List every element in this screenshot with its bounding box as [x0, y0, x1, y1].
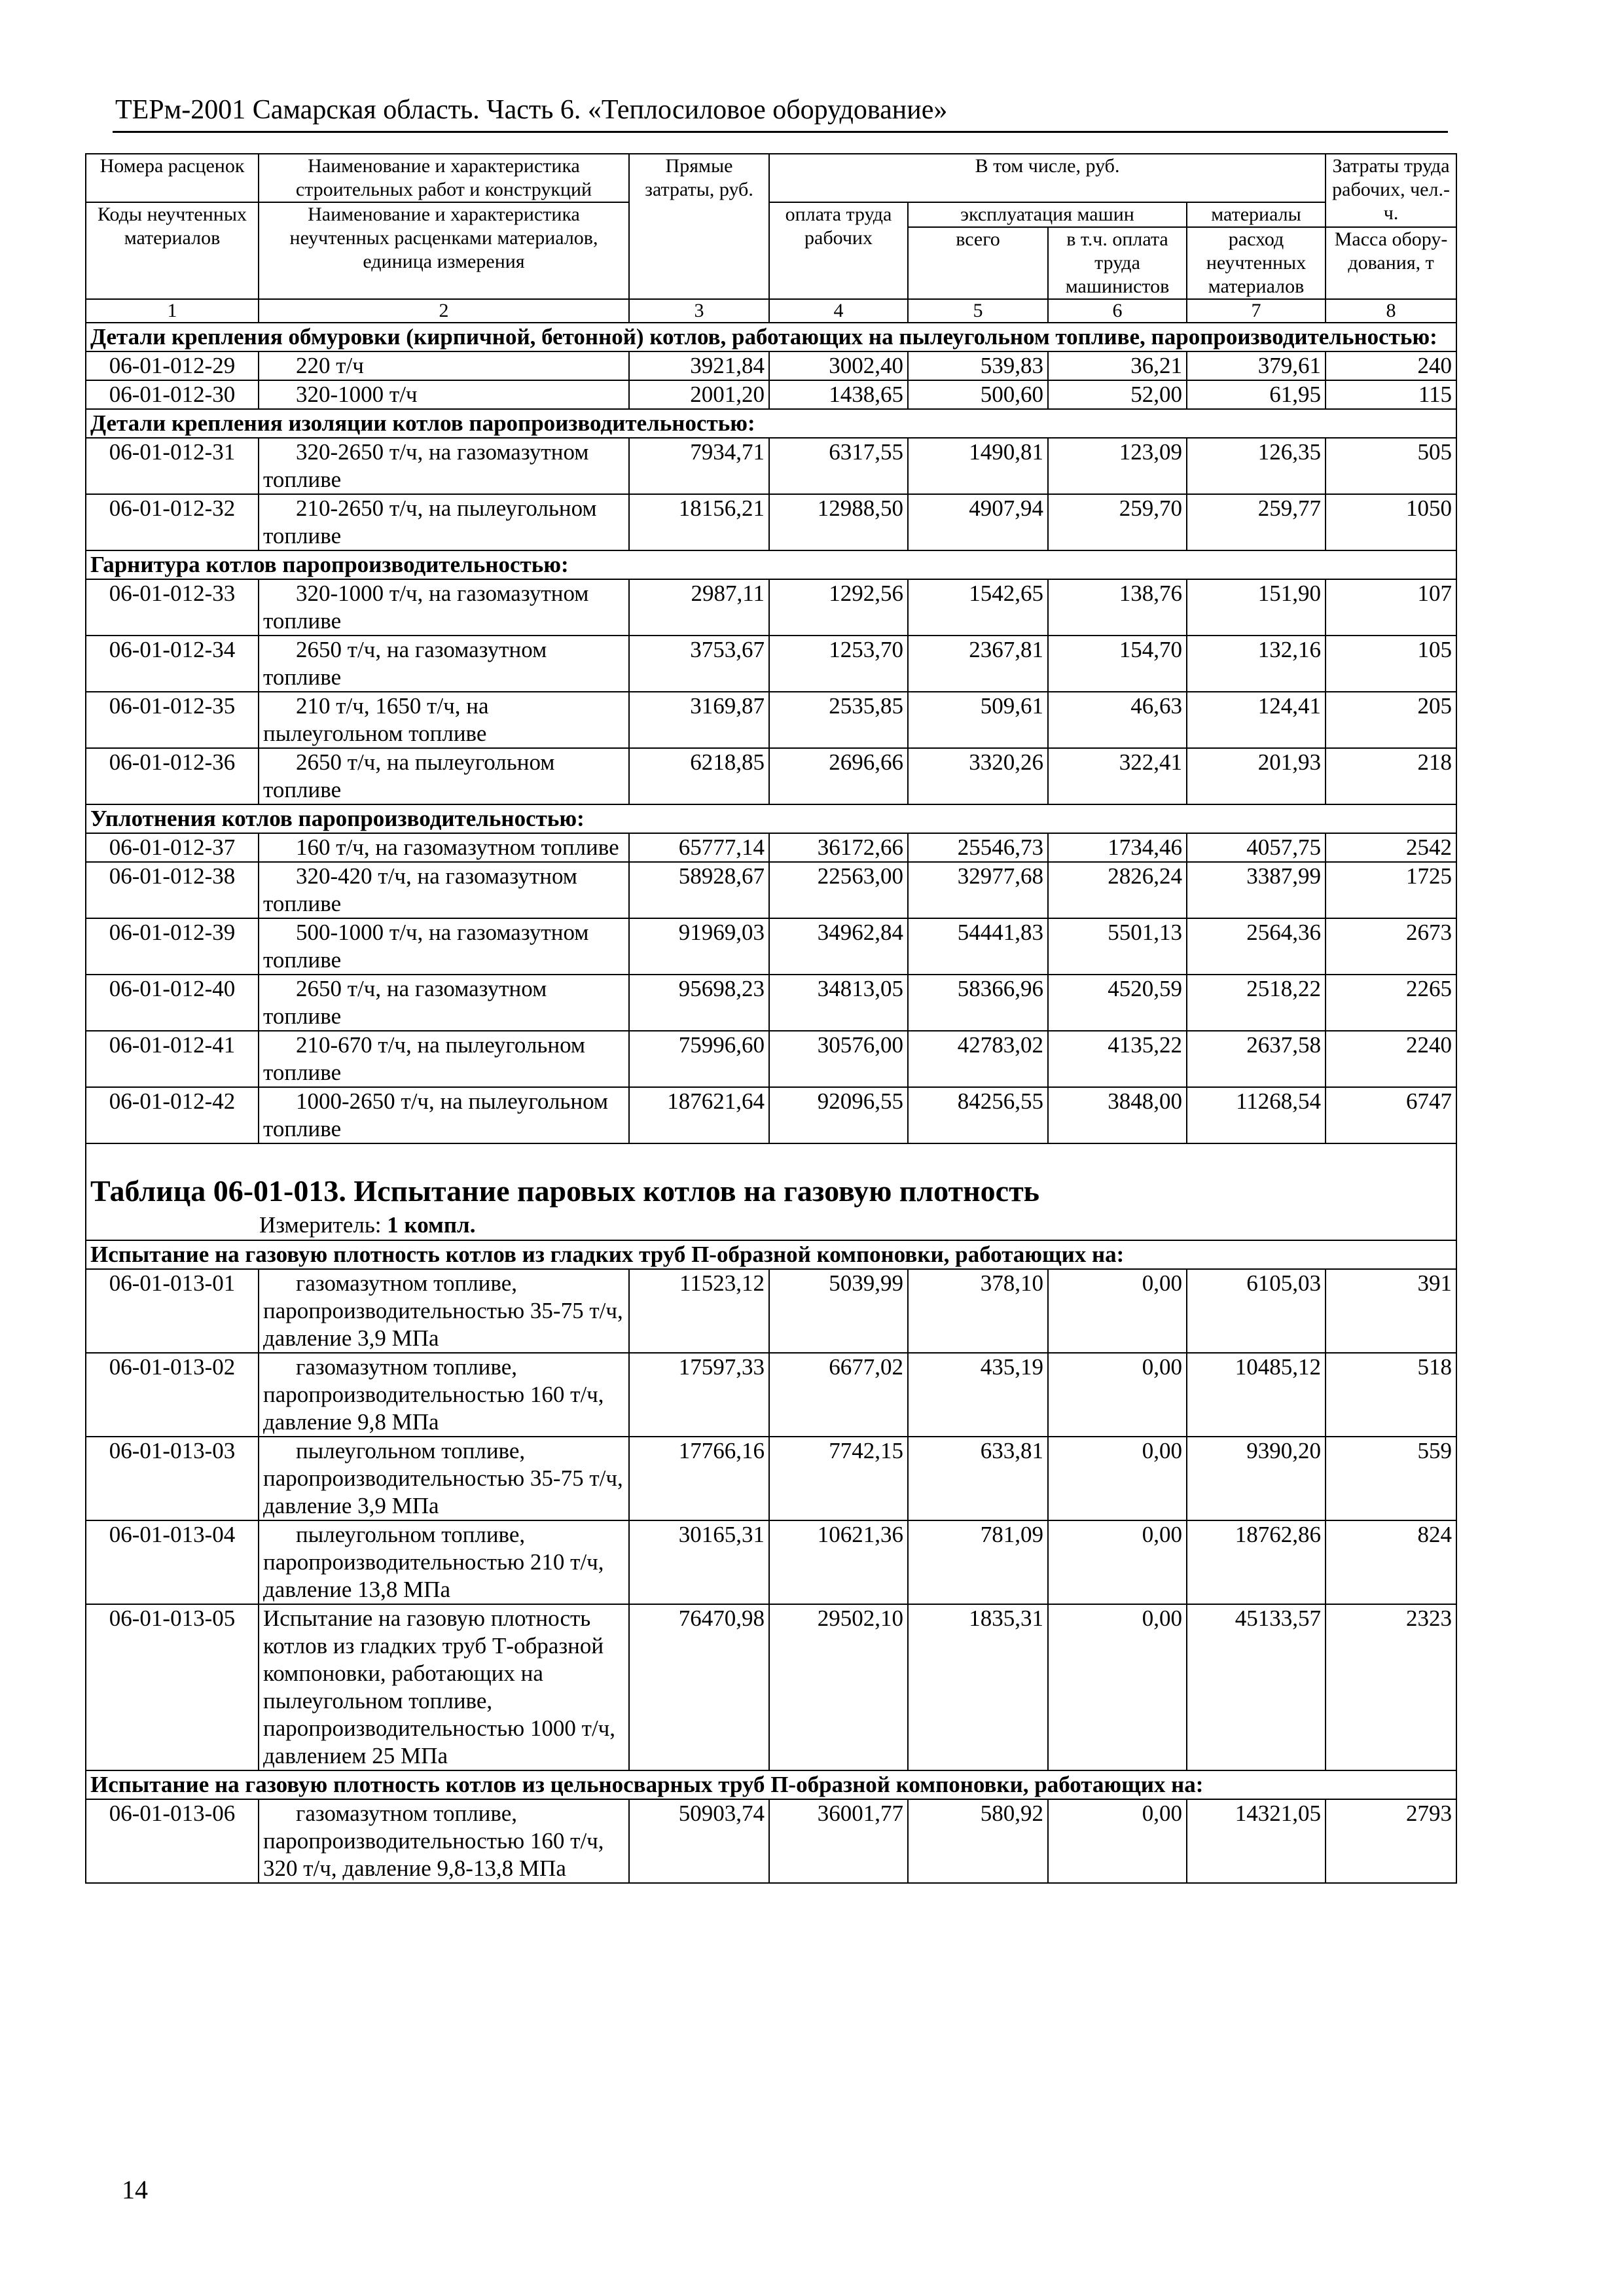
- operator-cost: 5501,13: [1048, 918, 1187, 975]
- table-row: [86, 636, 1456, 692]
- machine-cost: 633,81: [908, 1437, 1048, 1520]
- labor-hours: 105: [1326, 636, 1456, 692]
- table-row: [86, 833, 1456, 862]
- table-row: [86, 579, 1456, 636]
- rate-code: 06-01-012-42: [86, 1087, 259, 1143]
- labor-hours: 559: [1326, 1437, 1456, 1520]
- rate-name: газомазутном топливе, паропроизводительностью 160 т/ч, 320 т/ч, давление 9,8-13,8 МПа: [259, 1799, 629, 1883]
- direct-cost: 76470,98: [629, 1604, 769, 1770]
- materials-cost: 2564,36: [1187, 918, 1326, 975]
- operator-cost: 0,00: [1048, 1604, 1187, 1770]
- operator-cost: 4520,59: [1048, 975, 1187, 1031]
- materials-cost: 126,35: [1187, 438, 1326, 494]
- rate-code: 06-01-013-06: [86, 1799, 259, 1883]
- direct-cost: 75996,60: [629, 1031, 769, 1087]
- table-title-cell: [86, 1165, 1456, 1240]
- labor-hours: 2673: [1326, 918, 1456, 975]
- labor-cost: 92096,55: [769, 1087, 908, 1143]
- machine-cost: 25546,73: [908, 833, 1048, 862]
- table-gap: [86, 1143, 1456, 1165]
- table-row: [86, 1604, 1456, 1770]
- labor-cost: 30576,00: [769, 1031, 908, 1087]
- col-header-massa: Масса обору-дования, т: [1326, 227, 1456, 299]
- table-row: [86, 438, 1456, 494]
- rate-code: 06-01-012-39: [86, 918, 259, 975]
- measure-label: Измеритель:: [259, 1212, 382, 1238]
- machine-cost: 781,09: [908, 1520, 1048, 1604]
- table-row: [86, 862, 1456, 918]
- labor-cost: 36001,77: [769, 1799, 908, 1883]
- rate-code: 06-01-012-36: [86, 748, 259, 804]
- labor-hours: 824: [1326, 1520, 1456, 1604]
- labor-cost: 22563,00: [769, 862, 908, 918]
- table-row: [86, 748, 1456, 804]
- operator-cost: 36,21: [1048, 351, 1187, 380]
- rates-table: [85, 153, 1457, 1884]
- rate-name: пылеугольном топливе, паропроизводительностью 210 т/ч, давление 13,8 МПа: [259, 1520, 629, 1604]
- operator-cost: 123,09: [1048, 438, 1187, 494]
- table-row: [86, 975, 1456, 1031]
- col-number: 2: [259, 299, 629, 323]
- rate-code: 06-01-013-01: [86, 1269, 259, 1353]
- direct-cost: 7934,71: [629, 438, 769, 494]
- operator-cost: 154,70: [1048, 636, 1187, 692]
- rate-name: 320-2650 т/ч, на газомазутном топливе: [259, 438, 629, 494]
- col-number: 1: [86, 299, 259, 323]
- col-header-kody: Коды неучтенных материалов: [86, 202, 259, 299]
- materials-cost: 201,93: [1187, 748, 1326, 804]
- operator-cost: 52,00: [1048, 380, 1187, 409]
- labor-cost: 5039,99: [769, 1269, 908, 1353]
- labor-hours: 205: [1326, 692, 1456, 748]
- machine-cost: 54441,83: [908, 918, 1048, 975]
- materials-cost: 124,41: [1187, 692, 1326, 748]
- rate-name: 2650 т/ч, на пылеугольном топливе: [259, 748, 629, 804]
- labor-hours: 1725: [1326, 862, 1456, 918]
- col-number: 4: [769, 299, 908, 323]
- table-title: Таблица 06-01-013. Испытание паровых котлов на газовую плотность: [90, 1174, 1040, 1208]
- labor-hours: 218: [1326, 748, 1456, 804]
- machine-cost: 500,60: [908, 380, 1048, 409]
- rate-code: 06-01-012-32: [86, 494, 259, 550]
- labor-hours: 518: [1326, 1353, 1456, 1437]
- labor-hours: 2240: [1326, 1031, 1456, 1087]
- materials-cost: 379,61: [1187, 351, 1326, 380]
- col-header-nomera: Номера расценок: [86, 154, 259, 202]
- rate-code: 06-01-012-33: [86, 579, 259, 636]
- table-row: [86, 1799, 1456, 1883]
- section-title: Уплотнения котлов паропроизводительностью:: [86, 804, 1456, 833]
- col-header-vsego: всего: [908, 227, 1048, 299]
- labor-cost: 1438,65: [769, 380, 908, 409]
- materials-cost: 151,90: [1187, 579, 1326, 636]
- labor-hours: 240: [1326, 351, 1456, 380]
- col-header-naim2: Наименование и характеристика неучтенных расценками материалов, единица измерения: [259, 202, 629, 299]
- col-header-vtch: в т.ч. оплата труда машинистов: [1048, 227, 1187, 299]
- rate-name: 2650 т/ч, на газомазутном топливе: [259, 636, 629, 692]
- labor-cost: 10621,36: [769, 1520, 908, 1604]
- col-header-oplata: оплата труда рабочих: [769, 202, 908, 299]
- machine-cost: 435,19: [908, 1353, 1048, 1437]
- rate-code: 06-01-013-03: [86, 1437, 259, 1520]
- direct-cost: 3753,67: [629, 636, 769, 692]
- rate-name: 320-420 т/ч, на газомазутном топливе: [259, 862, 629, 918]
- labor-cost: 6317,55: [769, 438, 908, 494]
- rate-code: 06-01-012-40: [86, 975, 259, 1031]
- labor-cost: 2535,85: [769, 692, 908, 748]
- rate-code: 06-01-013-05: [86, 1604, 259, 1770]
- machine-cost: 32977,68: [908, 862, 1048, 918]
- section-row: [86, 1770, 1456, 1799]
- operator-cost: 2826,24: [1048, 862, 1187, 918]
- labor-hours: 6747: [1326, 1087, 1456, 1143]
- rate-code: 06-01-012-30: [86, 380, 259, 409]
- materials-cost: 6105,03: [1187, 1269, 1326, 1353]
- materials-cost: 4057,75: [1187, 833, 1326, 862]
- machine-cost: 378,10: [908, 1269, 1048, 1353]
- machine-cost: 1835,31: [908, 1604, 1048, 1770]
- col-header-rashod: расход неучтенных материалов: [1187, 227, 1326, 299]
- section-title: Детали крепления изоляции котлов паропроизводительностью:: [86, 409, 1456, 438]
- rate-name: газомазутном топливе, паропроизводительностью 160 т/ч, давление 9,8 МПа: [259, 1353, 629, 1437]
- operator-cost: 0,00: [1048, 1437, 1187, 1520]
- materials-cost: 10485,12: [1187, 1353, 1326, 1437]
- rate-code: 06-01-012-38: [86, 862, 259, 918]
- operator-cost: 0,00: [1048, 1799, 1187, 1883]
- rate-name: 2650 т/ч, на газомазутном топливе: [259, 975, 629, 1031]
- labor-hours: 2265: [1326, 975, 1456, 1031]
- materials-cost: 2518,22: [1187, 975, 1326, 1031]
- rate-name: 210-670 т/ч, на пылеугольном топливе: [259, 1031, 629, 1087]
- page-number: 14: [122, 2175, 148, 2204]
- materials-cost: 11268,54: [1187, 1087, 1326, 1143]
- table-row: [86, 1353, 1456, 1437]
- table-row: [86, 380, 1456, 409]
- direct-cost: 17766,16: [629, 1437, 769, 1520]
- col-number: 3: [629, 299, 769, 323]
- rate-name: 210-2650 т/ч, на пылеугольном топливе: [259, 494, 629, 550]
- col-header-pryamye: Прямые затраты, руб.: [629, 154, 769, 299]
- labor-cost: 2696,66: [769, 748, 908, 804]
- operator-cost: 3848,00: [1048, 1087, 1187, 1143]
- table-row: [86, 1437, 1456, 1520]
- table-row: [86, 351, 1456, 380]
- rate-code: 06-01-012-31: [86, 438, 259, 494]
- machine-cost: 42783,02: [908, 1031, 1048, 1087]
- table-row: [86, 918, 1456, 975]
- operator-cost: 259,70: [1048, 494, 1187, 550]
- machine-cost: 2367,81: [908, 636, 1048, 692]
- rate-code: 06-01-012-37: [86, 833, 259, 862]
- labor-cost: 3002,40: [769, 351, 908, 380]
- section-row: [86, 1240, 1456, 1269]
- materials-cost: 3387,99: [1187, 862, 1326, 918]
- rate-code: 06-01-013-04: [86, 1520, 259, 1604]
- col-header-materialy: материалы: [1187, 202, 1326, 227]
- direct-cost: 65777,14: [629, 833, 769, 862]
- rate-code: 06-01-012-35: [86, 692, 259, 748]
- direct-cost: 3169,87: [629, 692, 769, 748]
- machine-cost: 58366,96: [908, 975, 1048, 1031]
- rate-name: Испытание на газовую плотность котлов из гладких труб Т-образной компоновки, работающих на пылеугольном топливе, паропроизводительностью 1000 т/ч, давлением 25 МПа: [259, 1604, 629, 1770]
- materials-cost: 45133,57: [1187, 1604, 1326, 1770]
- machine-cost: 84256,55: [908, 1087, 1048, 1143]
- machine-cost: 1542,65: [908, 579, 1048, 636]
- rate-code: 06-01-012-34: [86, 636, 259, 692]
- table-row: [86, 1087, 1456, 1143]
- direct-cost: 30165,31: [629, 1520, 769, 1604]
- labor-hours: 391: [1326, 1269, 1456, 1353]
- table-row: [86, 1031, 1456, 1087]
- machine-cost: 3320,26: [908, 748, 1048, 804]
- operator-cost: 46,63: [1048, 692, 1187, 748]
- direct-cost: 50903,74: [629, 1799, 769, 1883]
- materials-cost: 14321,05: [1187, 1799, 1326, 1883]
- rate-name: 210 т/ч, 1650 т/ч, на пылеугольном топливе: [259, 692, 629, 748]
- direct-cost: 2987,11: [629, 579, 769, 636]
- col-header-naim: Наименование и характеристика строительных работ и конструкций: [259, 154, 629, 202]
- machine-cost: 4907,94: [908, 494, 1048, 550]
- rate-code: 06-01-013-02: [86, 1353, 259, 1437]
- labor-cost: 1253,70: [769, 636, 908, 692]
- direct-cost: 91969,03: [629, 918, 769, 975]
- direct-cost: 3921,84: [629, 351, 769, 380]
- col-number: 6: [1048, 299, 1187, 323]
- operator-cost: 138,76: [1048, 579, 1187, 636]
- table-row: [86, 1269, 1456, 1353]
- machine-cost: 509,61: [908, 692, 1048, 748]
- direct-cost: 18156,21: [629, 494, 769, 550]
- operator-cost: 0,00: [1048, 1269, 1187, 1353]
- direct-cost: 6218,85: [629, 748, 769, 804]
- labor-hours: 107: [1326, 579, 1456, 636]
- col-header-vtom: В том числе, руб.: [769, 154, 1326, 202]
- labor-cost: 36172,66: [769, 833, 908, 862]
- machine-cost: 539,83: [908, 351, 1048, 380]
- materials-cost: 18762,86: [1187, 1520, 1326, 1604]
- section-title: Испытание на газовую плотность котлов из цельносварных труб П-образной компоновки, работающих на:: [86, 1770, 1456, 1799]
- labor-hours: 505: [1326, 438, 1456, 494]
- operator-cost: 0,00: [1048, 1353, 1187, 1437]
- rate-name: 320-1000 т/ч, на газомазутном топливе: [259, 579, 629, 636]
- machine-cost: 580,92: [908, 1799, 1048, 1883]
- table-title-row: [86, 1165, 1456, 1240]
- section-row: [86, 804, 1456, 833]
- section-row: [86, 550, 1456, 579]
- labor-cost: 7742,15: [769, 1437, 908, 1520]
- section-row: [86, 323, 1456, 351]
- table-row: [86, 692, 1456, 748]
- page-header: ТЕРм-2001 Самарская область. Часть 6. «Теплосиловое оборудование»: [115, 95, 948, 125]
- operator-cost: 322,41: [1048, 748, 1187, 804]
- rate-name: пылеугольном топливе, паропроизводительностью 35-75 т/ч, давление 3,9 МПа: [259, 1437, 629, 1520]
- labor-cost: 1292,56: [769, 579, 908, 636]
- labor-hours: 2793: [1326, 1799, 1456, 1883]
- table-row: [86, 1520, 1456, 1604]
- labor-cost: 6677,02: [769, 1353, 908, 1437]
- labor-cost: 29502,10: [769, 1604, 908, 1770]
- col-header-zatraty: Затраты труда рабочих, чел.-ч.: [1326, 154, 1456, 227]
- col-number: 8: [1326, 299, 1456, 323]
- materials-cost: 61,95: [1187, 380, 1326, 409]
- materials-cost: 259,77: [1187, 494, 1326, 550]
- labor-hours: 115: [1326, 380, 1456, 409]
- direct-cost: 2001,20: [629, 380, 769, 409]
- labor-cost: 12988,50: [769, 494, 908, 550]
- section-row: [86, 409, 1456, 438]
- materials-cost: 9390,20: [1187, 1437, 1326, 1520]
- direct-cost: 95698,23: [629, 975, 769, 1031]
- header-rule: [113, 131, 1448, 133]
- labor-hours: 2542: [1326, 833, 1456, 862]
- labor-cost: 34813,05: [769, 975, 908, 1031]
- rate-name: 220 т/ч: [259, 351, 629, 380]
- materials-cost: 2637,58: [1187, 1031, 1326, 1087]
- direct-cost: 11523,12: [629, 1269, 769, 1353]
- rate-name: 1000-2650 т/ч, на пылеугольном топливе: [259, 1087, 629, 1143]
- col-number: 7: [1187, 299, 1326, 323]
- table-row: [86, 494, 1456, 550]
- direct-cost: 58928,67: [629, 862, 769, 918]
- rate-name: 320-1000 т/ч: [259, 380, 629, 409]
- gap-cell: [86, 1143, 1456, 1165]
- section-title: Испытание на газовую плотность котлов из гладких труб П-образной компоновки, работающих на:: [86, 1240, 1456, 1269]
- rate-code: 06-01-012-29: [86, 351, 259, 380]
- machine-cost: 1490,81: [908, 438, 1048, 494]
- section-title: Детали крепления обмуровки (кирпичной, бетонной) котлов, работающих на пылеугольном топливе, паропроизводительностью:: [86, 323, 1456, 351]
- labor-hours: 1050: [1326, 494, 1456, 550]
- labor-hours: 2323: [1326, 1604, 1456, 1770]
- measure-line: [90, 1211, 1452, 1240]
- materials-cost: 132,16: [1187, 636, 1326, 692]
- rate-name: 160 т/ч, на газомазутном топливе: [259, 833, 629, 862]
- labor-cost: 34962,84: [769, 918, 908, 975]
- rate-name: газомазутном топливе, паропроизводительностью 35-75 т/ч, давление 3,9 МПа: [259, 1269, 629, 1353]
- col-header-ekspl: эксплуатация машин: [908, 202, 1187, 227]
- rate-code: 06-01-012-41: [86, 1031, 259, 1087]
- operator-cost: 1734,46: [1048, 833, 1187, 862]
- direct-cost: 187621,64: [629, 1087, 769, 1143]
- section-title: Гарнитура котлов паропроизводительностью:: [86, 550, 1456, 579]
- col-number: 5: [908, 299, 1048, 323]
- direct-cost: 17597,33: [629, 1353, 769, 1437]
- operator-cost: 4135,22: [1048, 1031, 1187, 1087]
- rate-name: 500-1000 т/ч, на газомазутном топливе: [259, 918, 629, 975]
- measure-value: 1 компл.: [387, 1212, 476, 1238]
- operator-cost: 0,00: [1048, 1520, 1187, 1604]
